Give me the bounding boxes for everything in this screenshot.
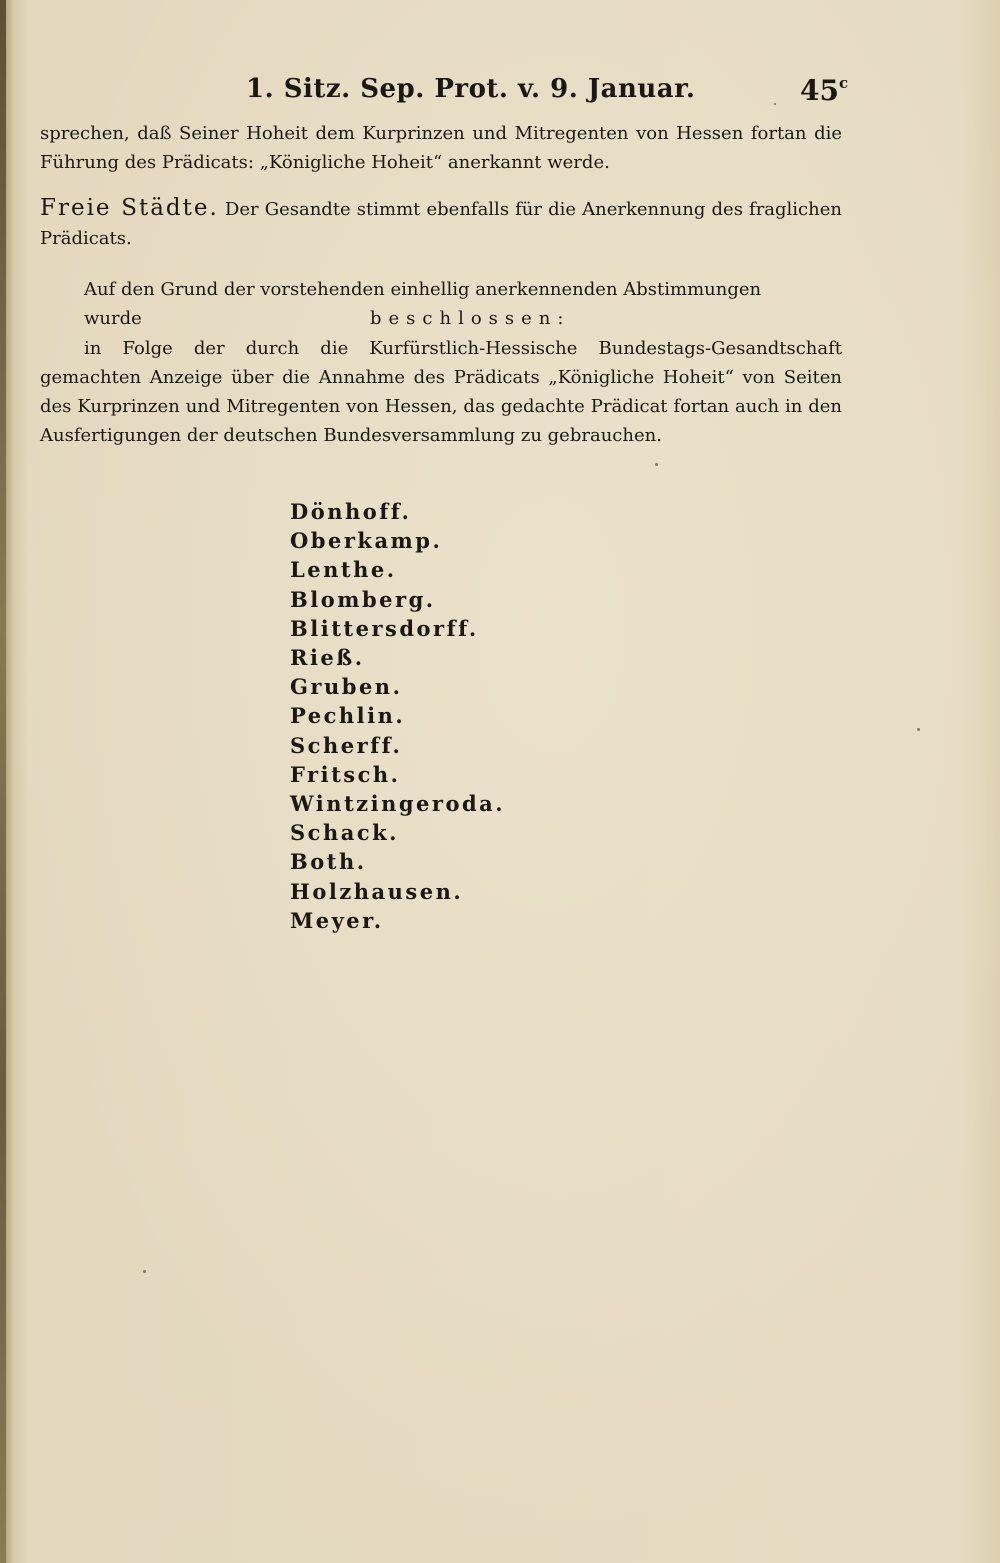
paragraph-2-text: Der Gesandte stimmt ebenfalls für die Anerkennung des fraglichen Prädicats.	[40, 199, 842, 249]
signature-item: Blittersdorff.	[290, 615, 479, 641]
signature-item: Dönhoff.	[290, 499, 412, 524]
page-number-value: 45	[800, 74, 839, 107]
paper-speck	[917, 728, 920, 731]
signature-item: Wintzingeroda.	[290, 791, 506, 817]
paper-speck	[774, 103, 776, 105]
page-number	[800, 74, 848, 107]
paragraph-2-lead: Freie Städte.	[40, 195, 219, 221]
running-head: 1. Sitz. Sep. Prot. v. 9. Januar.	[246, 74, 696, 104]
paragraph-3: Auf den Grund der vorstehenden einhellig anerkennenden Abstimmungen wurde	[84, 279, 762, 329]
resolved-heading: beschlossen:	[370, 308, 571, 329]
page-spine-edge	[0, 0, 6, 1563]
page-number-suffix: c	[838, 74, 849, 92]
signature-item: Holzhausen.	[290, 878, 464, 904]
signature-item: Gruben.	[290, 674, 403, 700]
paper-speck	[143, 1270, 146, 1273]
paragraph-4: in Folge der durch die Kurfürstlich-Hessische Bundestags-Gesandtschaft gemachten Anzeige über die Annahme des Prädicats „Königliche Hoheit“ von Seiten des Kurprinzen und Mitregenten von Hessen, das gedachte Prädicat fortan auch in den Ausfertigungen der deutschen Bundesversammlung zu gebrauchen.	[40, 338, 842, 446]
signature-item: Meyer.	[290, 907, 384, 933]
signature-item: Schack.	[290, 820, 399, 846]
paragraph-2	[40, 194, 842, 253]
signature-item: Pechlin.	[290, 703, 406, 729]
signature-item: Rieß.	[290, 645, 365, 671]
signature-item: Oberkamp.	[290, 528, 443, 554]
signature-item: Scherff.	[290, 732, 403, 758]
signature-item: Blomberg.	[290, 586, 436, 612]
paragraph-1: sprechen, daß Seiner Hoheit dem Kurprinzen und Mitregenten von Hessen fortan die Führung des Prädicats: „Königliche Hoheit“ anerkannt werde.	[40, 123, 842, 173]
paper-speck	[655, 463, 658, 466]
signature-item: Fritsch.	[290, 761, 401, 787]
signature-item: Lenthe.	[290, 557, 397, 583]
signature-list	[290, 497, 505, 935]
signature-item: Both.	[290, 849, 367, 875]
